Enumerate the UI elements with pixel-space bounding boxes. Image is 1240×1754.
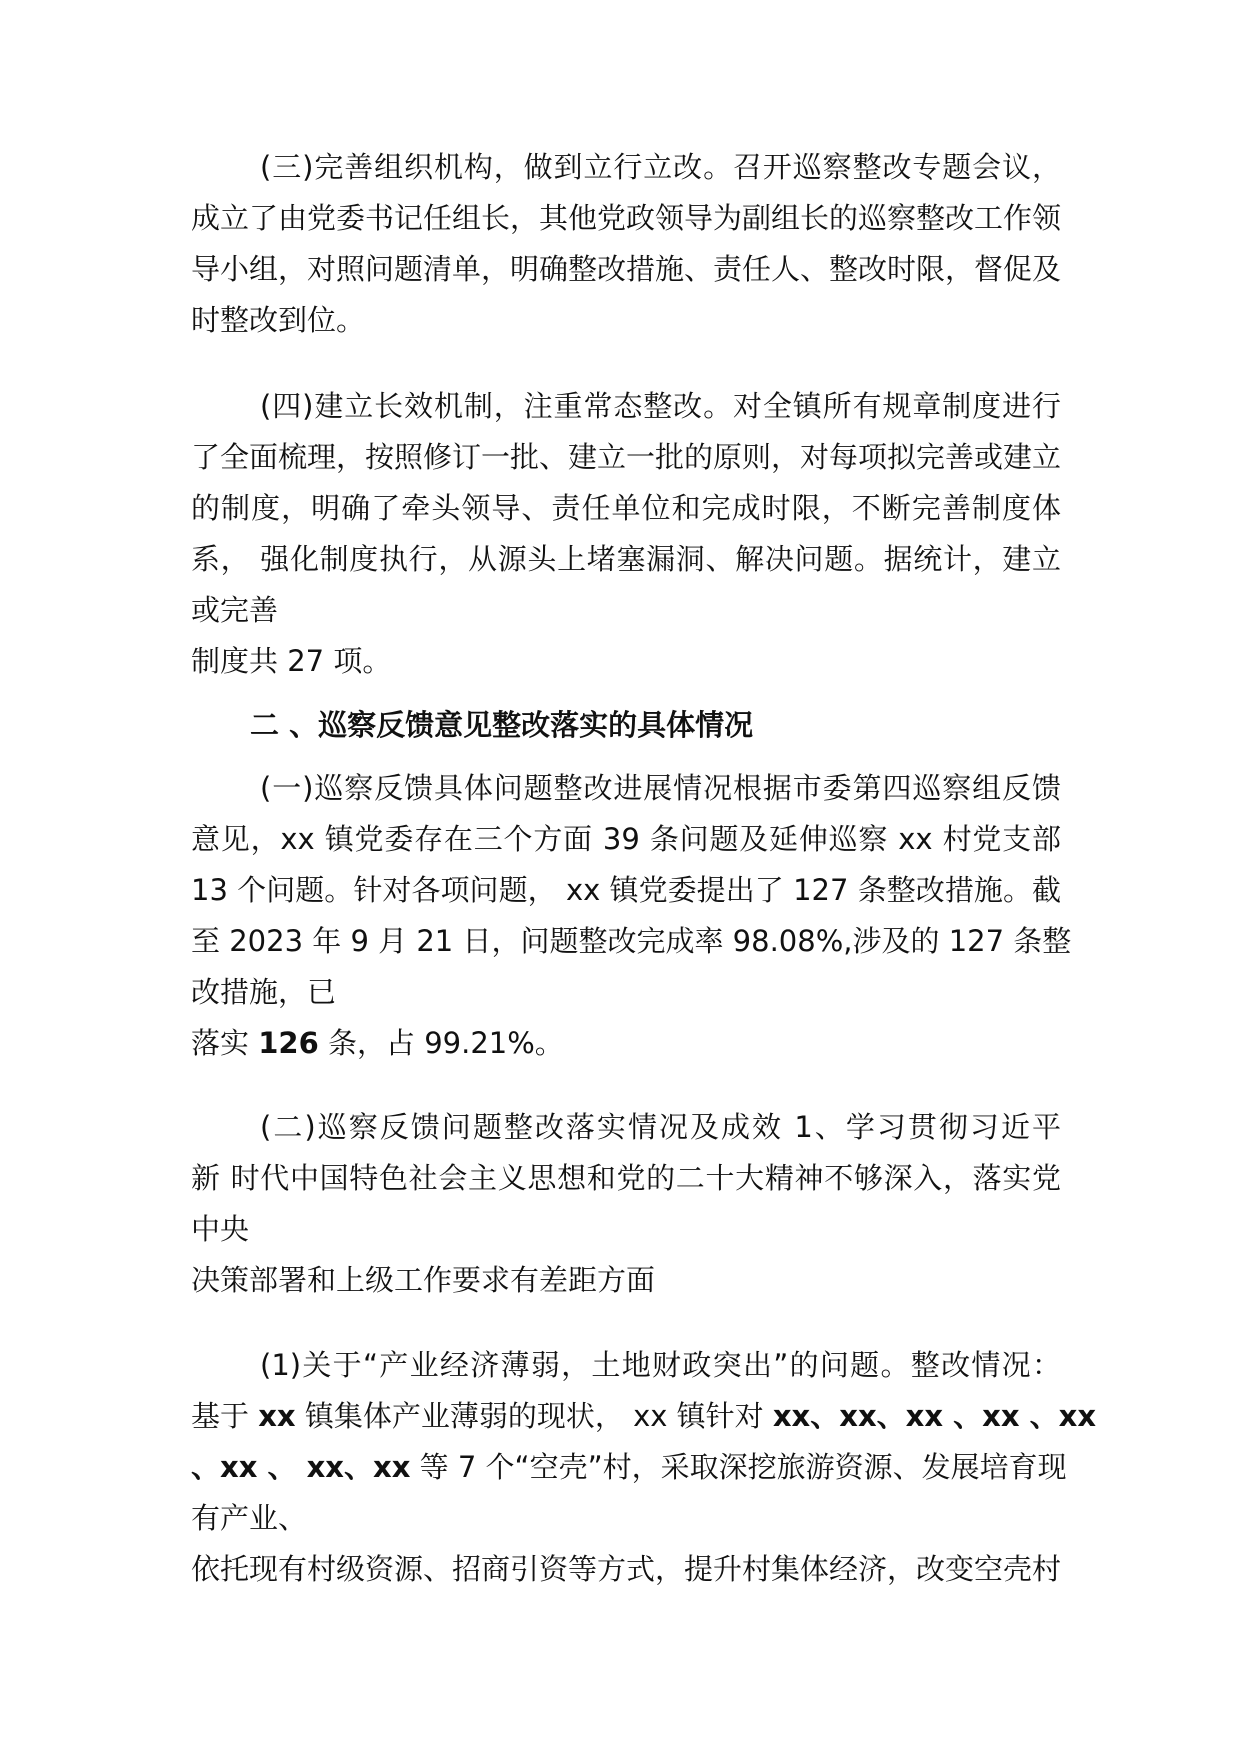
text-run: 镇集体产业薄弱的现状， xx 镇针对 — [295, 1399, 773, 1433]
paragraph-line: (三)完善组织机构，做到立行立改。召开巡察整改专题会议， — [260, 150, 1061, 184]
text-run: 落实 — [191, 1026, 259, 1060]
paragraph-line: 决策部署和上级工作要求有差距方面 — [191, 1263, 656, 1297]
paragraph-line: 的制度，明确了牵头领导、责任单位和完成时限，不断完善制度体 — [191, 491, 1061, 525]
paragraph-line: (一)巡察反馈具体问题整改进展情况根据市委第四巡察组反馈 — [260, 771, 1061, 805]
paragraph-line — [191, 1396, 1097, 1436]
paragraph-line: 制度共 27 项。 — [191, 644, 392, 678]
paragraph-line: 至 2023 年 9 月 21 日，问题整改完成率 98.08%,涉及的 127 条整 — [191, 924, 1072, 958]
text-run-bold: 、xx 、 xx、xx — [191, 1450, 411, 1484]
paragraph-line: (1)关于“产业经济薄弱，土地财政突出”的问题。整改情况： — [260, 1348, 1061, 1382]
text-run-bold: xx、xx、xx 、xx 、xx — [772, 1399, 1097, 1433]
text-run: 条，占 99.21%。 — [318, 1026, 564, 1060]
paragraph-line: 时整改到位。 — [191, 303, 366, 337]
paragraph-line: 成立了由党委书记任组长，其他党政领导为副组长的巡察整改工作领 — [191, 201, 1062, 235]
paragraph-line: 13 个问题。针对各项问题， xx 镇党委提出了 127 条整改措施。截 — [191, 873, 1061, 907]
paragraph-line: 意见，xx 镇党委存在三个方面 39 条问题及延伸巡察 xx 村党支部 — [191, 822, 1061, 856]
text-run-bold: 126 — [258, 1026, 319, 1060]
paragraph-line: 系， 强化制度执行，从源头上堵塞漏洞、解决问题。据统计，建立 — [191, 542, 1061, 576]
paragraph-line: 导小组，对照问题清单，明确整改措施、责任人、整改时限，督促及 — [191, 252, 1062, 286]
paragraph-line: 有产业、 — [191, 1501, 308, 1535]
paragraph-line: 或完善 — [191, 593, 279, 627]
paragraph-line: (四)建立长效机制，注重常态整改。对全镇所有规章制度进行 — [260, 389, 1061, 423]
paragraph-line: 新 时代中国特色社会主义思想和党的二十大精神不够深入，落实党 — [191, 1161, 1061, 1195]
paragraph-line: (二)巡察反馈问题整改落实情况及成效 1、学习贯彻习近平 — [260, 1110, 1061, 1144]
paragraph-line: 了全面梳理，按照修订一批、建立一批的原则，对每项拟完善或建立 — [191, 440, 1062, 474]
section-heading: 二 、巡察反馈意见整改落实的具体情况 — [250, 708, 754, 742]
text-run: 基于 — [191, 1399, 259, 1433]
text-run: 等 7 个“空壳”村，采取深挖旅游资源、发展培育现 — [410, 1450, 1067, 1484]
paragraph-line — [191, 1447, 1067, 1487]
paragraph-line: 依托现有村级资源、招商引资等方式，提升村集体经济，改变空壳村 — [191, 1552, 1062, 1586]
paragraph-line: 改措施，已 — [191, 975, 337, 1009]
text-run-bold: xx — [258, 1399, 296, 1433]
paragraph-line: 中央 — [191, 1212, 250, 1246]
paragraph-line — [191, 1023, 1061, 1063]
